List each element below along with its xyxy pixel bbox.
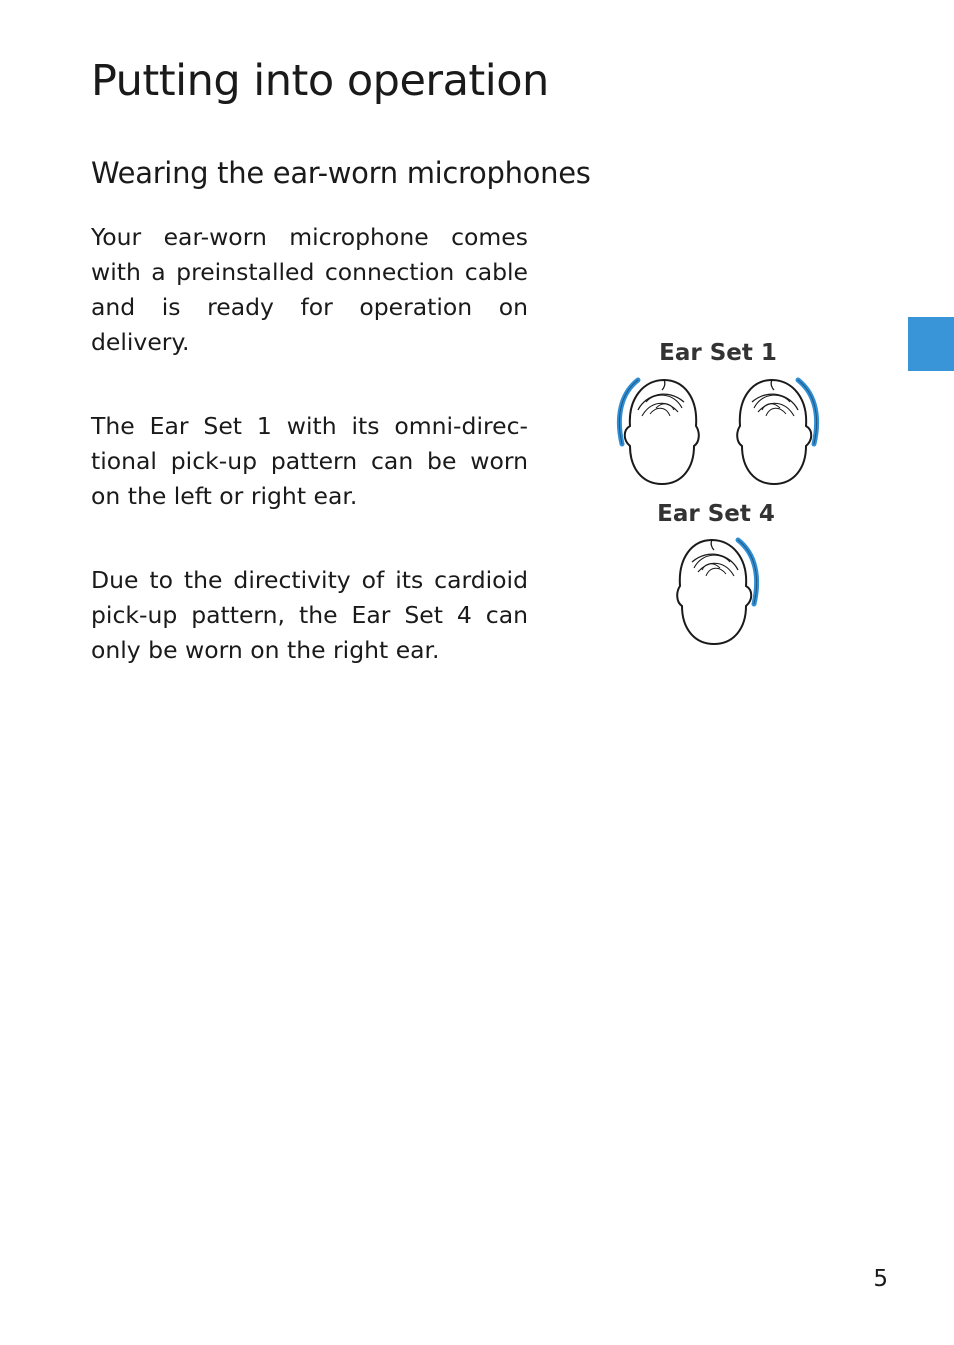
head-right-ear-mic-icon	[677, 540, 756, 644]
head-left-ear-mic-icon	[619, 380, 698, 484]
ear-set-illustration	[600, 370, 840, 650]
paragraph-ear-set-1: The Ear Set 1 with its omni-directional pick-up pattern can be worn on the left or right ear.	[91, 412, 528, 510]
page-title: Putting into operation	[91, 56, 549, 106]
section-title: Wearing the ear-worn microphones	[91, 156, 591, 190]
ear-set-1-label: Ear Set 1	[659, 340, 777, 366]
head-right-ear-mic-icon	[737, 380, 816, 484]
page-number: 5	[873, 1266, 888, 1292]
chapter-tab-marker	[908, 317, 954, 371]
paragraph-intro: Your ear-worn microphone comes with a preinstalled connection cable and is ready for operation on delivery.	[91, 223, 528, 356]
ear-set-4-label: Ear Set 4	[657, 501, 775, 527]
paragraph-ear-set-4: Due to the directivity of its cardioid pick-up pattern, the Ear Set 4 can only be worn on the right ear.	[91, 566, 528, 664]
